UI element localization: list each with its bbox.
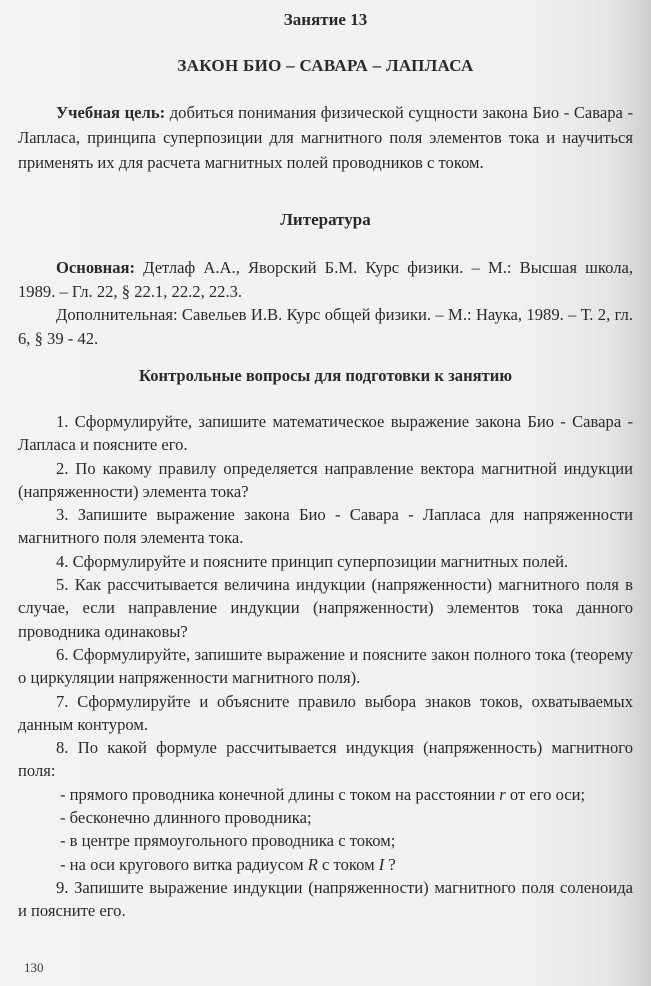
goal-paragraph — [18, 100, 633, 175]
question-item: 2. По какому правилу определяется направление вектора магнитной индукции (напряженности) элемента тока? — [18, 458, 633, 501]
question-item: 3. Запишите выражение закона Био - Савара - Лапласа для напряженности магнитного поля элемента тока. — [18, 505, 633, 548]
question-item: 4. Сформулируйте и поясните принцип суперпозиции магнитных полей. — [56, 551, 569, 571]
subitem-text: с током — [317, 854, 379, 874]
variable-r: r — [499, 784, 506, 804]
subitem-text: от его оси; — [505, 784, 586, 804]
page-number: 130 — [24, 960, 44, 975]
question-item: 1. Сформулируйте, запишите математическое выражение закона Био - Савара - Лапласа и поясните его. — [18, 412, 633, 455]
literature-block — [18, 256, 633, 350]
question-subitem: - в центре прямоугольного проводника с током; — [60, 831, 396, 851]
subitem-text: - на оси кругового витка радиусом — [60, 854, 308, 874]
goal-label: Учебная цель: — [56, 103, 166, 122]
literature-main-text: Детлаф А.А., Яворский Б.М. Курс физики. – М.: Высшая школа, 1989. – Гл. 22, § 22.1, 22.2, 22.3. — [18, 258, 633, 301]
question-item: 7. Сформулируйте и объясните правило выбора знаков токов, охватываемых данным контуром. — [18, 691, 633, 734]
subitem-text: - прямого проводника конечной длины с током на расстоянии — [60, 784, 500, 804]
goal-text: добиться понимания физической сущности закона Био - Савара - Лапласа, принципа суперпозиции для магнитного поля элементов тока и научиться применять их для расчета магнитных полей проводников с током. — [18, 103, 633, 172]
questions-list — [18, 410, 633, 923]
variable-I: I — [378, 854, 385, 874]
question-item: 5. Как рассчитывается величина индукции (напряженности) магнитного поля в случае, если направление индукции (напряженности) элементов тока данного проводника одинаковы? — [18, 575, 633, 641]
literature-extra: Дополнительная: Савельев И.В. Курс общей физики. – М.: Наука, 1989. – Т. 2, гл. 6, § 39 - 42. — [18, 305, 633, 348]
lesson-number: Занятие 13 — [283, 10, 368, 29]
variable-R: R — [307, 854, 318, 874]
question-subitem — [18, 783, 633, 806]
literature-main — [18, 256, 633, 303]
literature-heading: Литература — [280, 210, 371, 229]
questions-heading: Контрольные вопросы для подготовки к занятию — [139, 366, 512, 385]
question-subitem: - бесконечно длинного проводника; — [60, 808, 312, 828]
question-subitem — [18, 853, 633, 876]
question-item: 8. По какой формуле рассчитывается индукция (напряженность) магнитного поля: — [18, 738, 633, 781]
subitem-text: ? — [384, 854, 396, 874]
question-item: 9. Запишите выражение индукции (напряженности) магнитного поля соленоида и поясните его. — [18, 877, 633, 921]
page-title: ЗАКОН БИО – САВАРА – ЛАПЛАСА — [177, 56, 474, 75]
literature-main-label: Основная: — [56, 258, 136, 277]
question-item: 6. Сформулируйте, запишите выражение и поясните закон полного тока (теорему о циркуляции напряженности магнитного поля). — [18, 644, 633, 688]
